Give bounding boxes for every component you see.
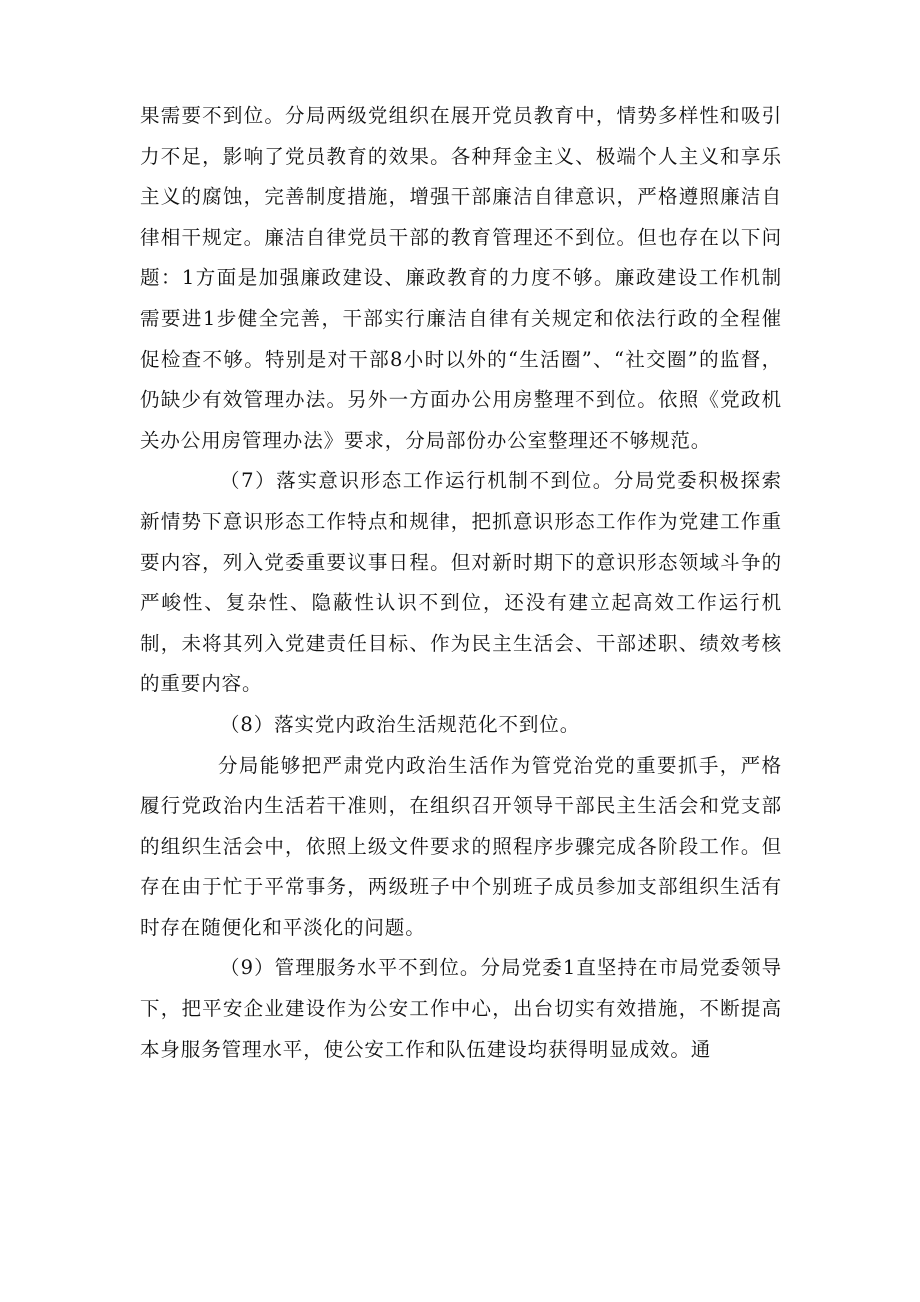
- document-page: [140, 96, 782, 1070]
- paragraph-ideology-mechanism: （7）落实意识形态工作运行机制不到位。分局党委积极探索新情势下意识形态工作特点和规律，把抓意识形态工作作为党建工作重要内容，列入党委重要议事日程。但对新时期下的意识形态领域斗争的严峻性、复杂性、隐蔽性认识不到位，还没有建立起高效工作运行机制，未将其列入党建责任目标、作为民主生活会、干部述职、绩效考核的重要内容。: [140, 469, 782, 696]
- paragraph-political-life-heading: （8）落实党内政治生活规范化不到位。: [220, 712, 581, 736]
- paragraph-service-level: （9）管理服务水平不到位。分局党委1直坚持在市局党委领导下，把平安企业建设作为公安工作中心，出台切实有效措施，不断提高本身服务管理水平，使公安工作和队伍建设均获得明显成效。通: [140, 956, 782, 1061]
- paragraph-continuation: 果需要不到位。分局两级党组织在展开党员教育中，情势多样性和吸引力不足，影响了党员教育的效果。各种拜金主义、极端个人主义和享乐主义的腐蚀，完善制度措施，增强干部廉洁自律意识，严格遵照廉洁自律相干规定。廉洁自律党员干部的教育管理还不到位。但也存在以下问题：1方面是加强廉政建设、廉政教育的力度不够。廉政建设工作机制需要进1步健全完善，干部实行廉洁自律有关规定和依法行政的全程催促检查不够。特别是对干部8小时以外的“生活圈”、“社交圈”的监督，仍缺少有效管理办法。另外一方面办公用房整理不到位。依照《党政机关办公用房管理办法》要求，分局部份办公室整理还不够规范。: [140, 104, 782, 452]
- paragraph-political-life-body: 分局能够把严肃党内政治生活作为管党治党的重要抓手，严格履行党政治内生活若干准则，在组织召开领导干部民主生活会和党支部的组织生活会中，依照上级文件要求的照程序步骤完成各阶段工作。但存在由于忙于平常事务，两级班子中个别班子成员参加支部组织生活有时存在随便化和平淡化的问题。: [140, 753, 782, 939]
